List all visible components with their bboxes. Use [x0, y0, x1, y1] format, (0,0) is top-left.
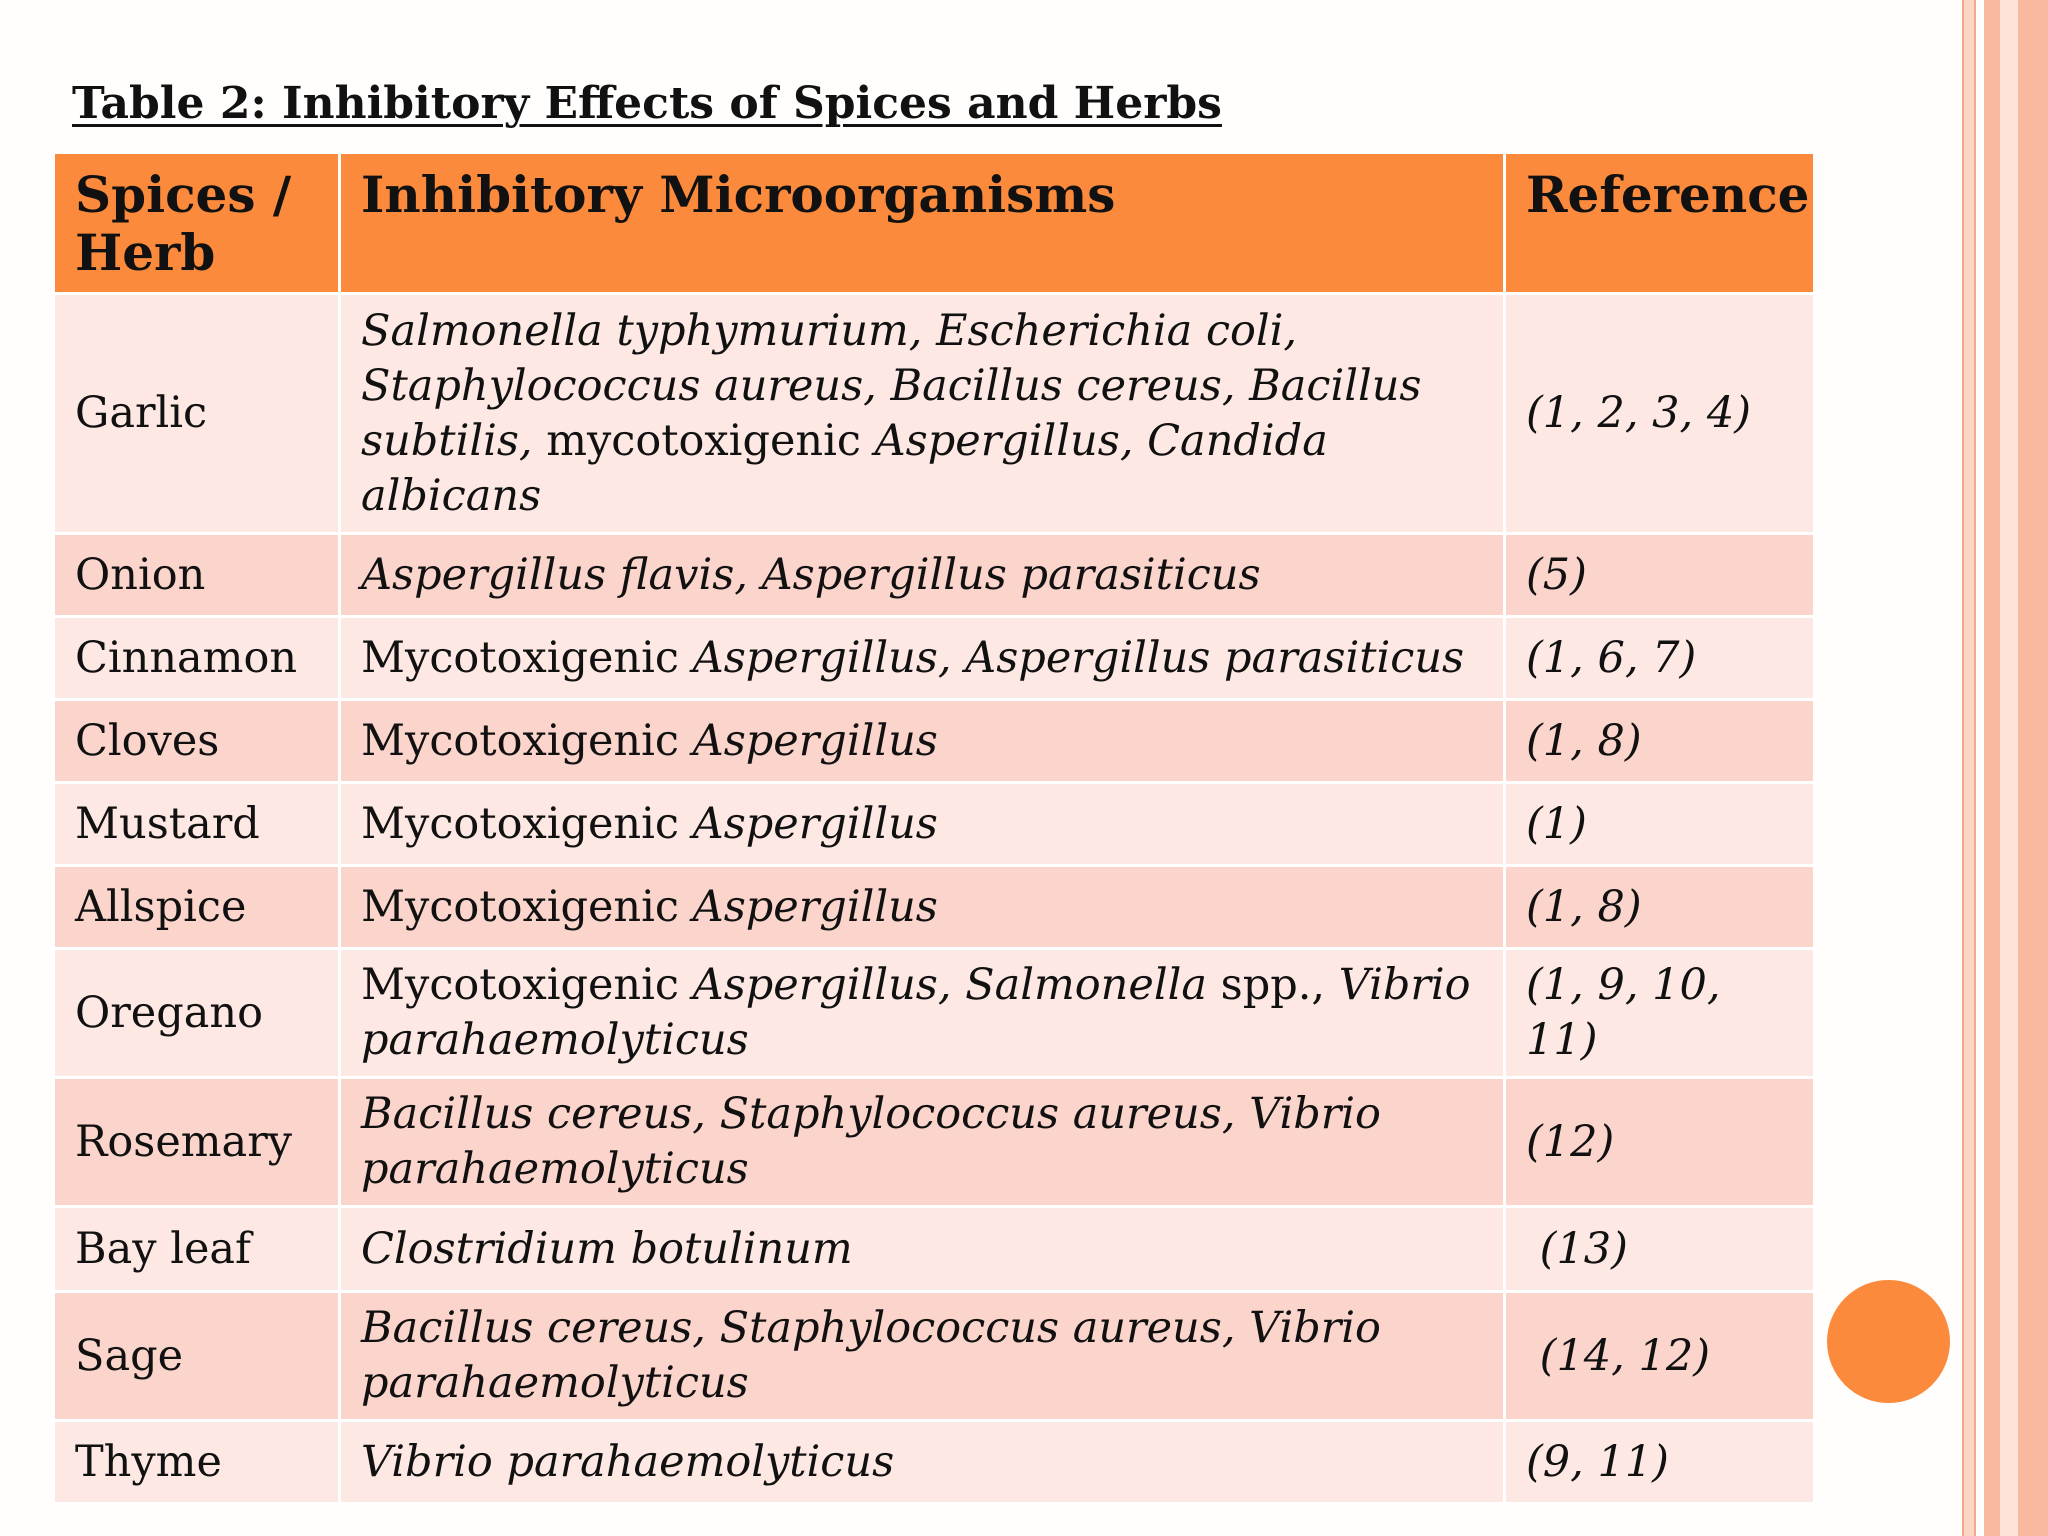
reference-cell: (13) [1505, 1207, 1815, 1292]
spice-cell: Allspice [54, 866, 340, 949]
reference-cell: (12) [1505, 1078, 1815, 1207]
reference-cell: (1, 2, 3, 4) [1505, 294, 1815, 534]
reference-cell: (1) [1505, 783, 1815, 866]
table-row [54, 783, 1815, 866]
microorganisms-cell: Salmonella typhymurium, Escherichia coli, Staphylococcus aureus, Bacillus cereus, Bacillus subtilis, mycotoxigenic Aspergillus, Candida albicans [340, 294, 1505, 534]
microorganisms-cell: Mycotoxigenic Aspergillus [340, 783, 1505, 866]
table-row [54, 1078, 1815, 1207]
microorganisms-cell: Clostridium botulinum [340, 1207, 1505, 1292]
table-row [54, 1292, 1815, 1421]
header-inhibitory-microorganisms: Inhibitory Microorganisms [340, 153, 1505, 294]
slide-border-stripe [1962, 0, 1976, 1536]
microorganisms-cell: Mycotoxigenic Aspergillus [340, 700, 1505, 783]
reference-cell: (1, 8) [1505, 866, 1815, 949]
spice-cell: Onion [54, 534, 340, 617]
table-row [54, 1207, 1815, 1292]
table-title: Table 2: Inhibitory Effects of Spices and Herbs [72, 78, 1222, 129]
reference-cell: (1, 6, 7) [1505, 617, 1815, 700]
reference-cell: (1, 9, 10, 11) [1505, 949, 1815, 1078]
table-row [54, 617, 1815, 700]
slide-edge-stripe [1984, 0, 2000, 1536]
microorganisms-cell: Mycotoxigenic Aspergillus [340, 866, 1505, 949]
microorganisms-cell: Bacillus cereus, Staphylococcus aureus, Vibrio parahaemolyticus [340, 1292, 1505, 1421]
microorganisms-cell: Vibrio parahaemolyticus [340, 1421, 1505, 1504]
spice-cell: Bay leaf [54, 1207, 340, 1292]
spice-cell: Cinnamon [54, 617, 340, 700]
reference-cell: (9, 11) [1505, 1421, 1815, 1504]
spice-cell: Cloves [54, 700, 340, 783]
table-row [54, 949, 1815, 1078]
decorative-circle [1827, 1280, 1950, 1403]
microorganisms-cell: Bacillus cereus, Staphylococcus aureus, Vibrio parahaemolyticus [340, 1078, 1505, 1207]
table-row [54, 534, 1815, 617]
table-header-row [54, 153, 1815, 294]
table-row [54, 1421, 1815, 1504]
spice-cell: Thyme [54, 1421, 340, 1504]
spice-cell: Rosemary [54, 1078, 340, 1207]
microorganisms-cell: Mycotoxigenic Aspergillus, Aspergillus parasiticus [340, 617, 1505, 700]
table-row [54, 294, 1815, 534]
spice-cell: Sage [54, 1292, 340, 1421]
spices-herbs-table [52, 151, 1816, 1505]
spice-cell: Mustard [54, 783, 340, 866]
reference-cell: (14, 12) [1505, 1292, 1815, 1421]
header-spice-herb: Spices / Herb [54, 153, 340, 294]
table-row [54, 866, 1815, 949]
reference-cell: (5) [1505, 534, 1815, 617]
slide-edge-stripe [2000, 0, 2018, 1536]
table-row [54, 700, 1815, 783]
header-reference: Reference [1505, 153, 1815, 294]
microorganisms-cell: Mycotoxigenic Aspergillus, Salmonella spp., Vibrio parahaemolyticus [340, 949, 1505, 1078]
reference-cell: (1, 8) [1505, 700, 1815, 783]
slide-edge-stripe [2018, 0, 2048, 1536]
spice-cell: Oregano [54, 949, 340, 1078]
spice-cell: Garlic [54, 294, 340, 534]
microorganisms-cell: Aspergillus flavis, Aspergillus parasiticus [340, 534, 1505, 617]
